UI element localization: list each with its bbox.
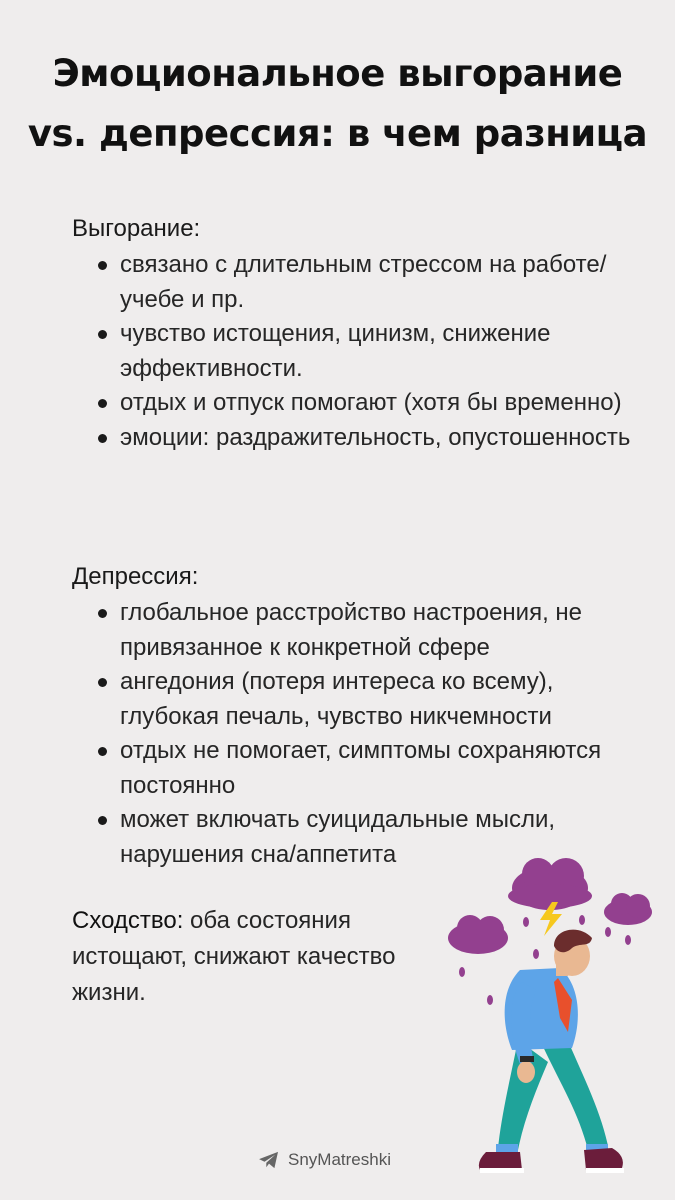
depression-list — [72, 596, 632, 872]
burnout-section — [72, 212, 632, 455]
depression-section — [72, 560, 632, 872]
brand-name: SnyMatreshki — [288, 1150, 391, 1169]
page-title: Эмоциональное выгорание vs. депрессия: в чем разница — [27, 52, 648, 155]
list-item: эмоции: раздражительность, опустошенность — [120, 421, 632, 456]
list-item: связано с длительным стрессом на работе/учебе и пр. — [120, 248, 632, 317]
cloud-icon — [508, 858, 592, 910]
cloud-icon — [604, 893, 652, 925]
depression-heading: Депрессия: — [72, 563, 199, 590]
list-item: отдых и отпуск помогают (хотя бы временно) — [120, 386, 632, 421]
similarity-text: оба состояния истощают, снижают качество жизни. — [72, 907, 396, 1006]
similarity-paragraph — [72, 903, 402, 1011]
list-item: ангедония (потеря интереса ко всему), глубокая печаль, чувство никчемности — [120, 665, 632, 734]
list-item: может включать суицидальные мысли, нарушения сна/аппетита — [120, 803, 632, 872]
footer-brand — [258, 1148, 391, 1172]
similarity-label: Сходство: — [72, 907, 184, 934]
telegram-icon — [258, 1151, 280, 1169]
sad-person-illustration — [440, 850, 675, 1200]
list-item: глобальное расстройство настроения, не привязанное к конкретной сфере — [120, 596, 632, 665]
list-item: чувство истощения, цинизм, снижение эффективности. — [120, 317, 632, 386]
cloud-icon — [448, 915, 508, 954]
list-item: отдых не помогает, симптомы сохраняются постоянно — [120, 734, 632, 803]
burnout-list — [72, 248, 632, 455]
burnout-heading: Выгорание: — [72, 215, 201, 242]
